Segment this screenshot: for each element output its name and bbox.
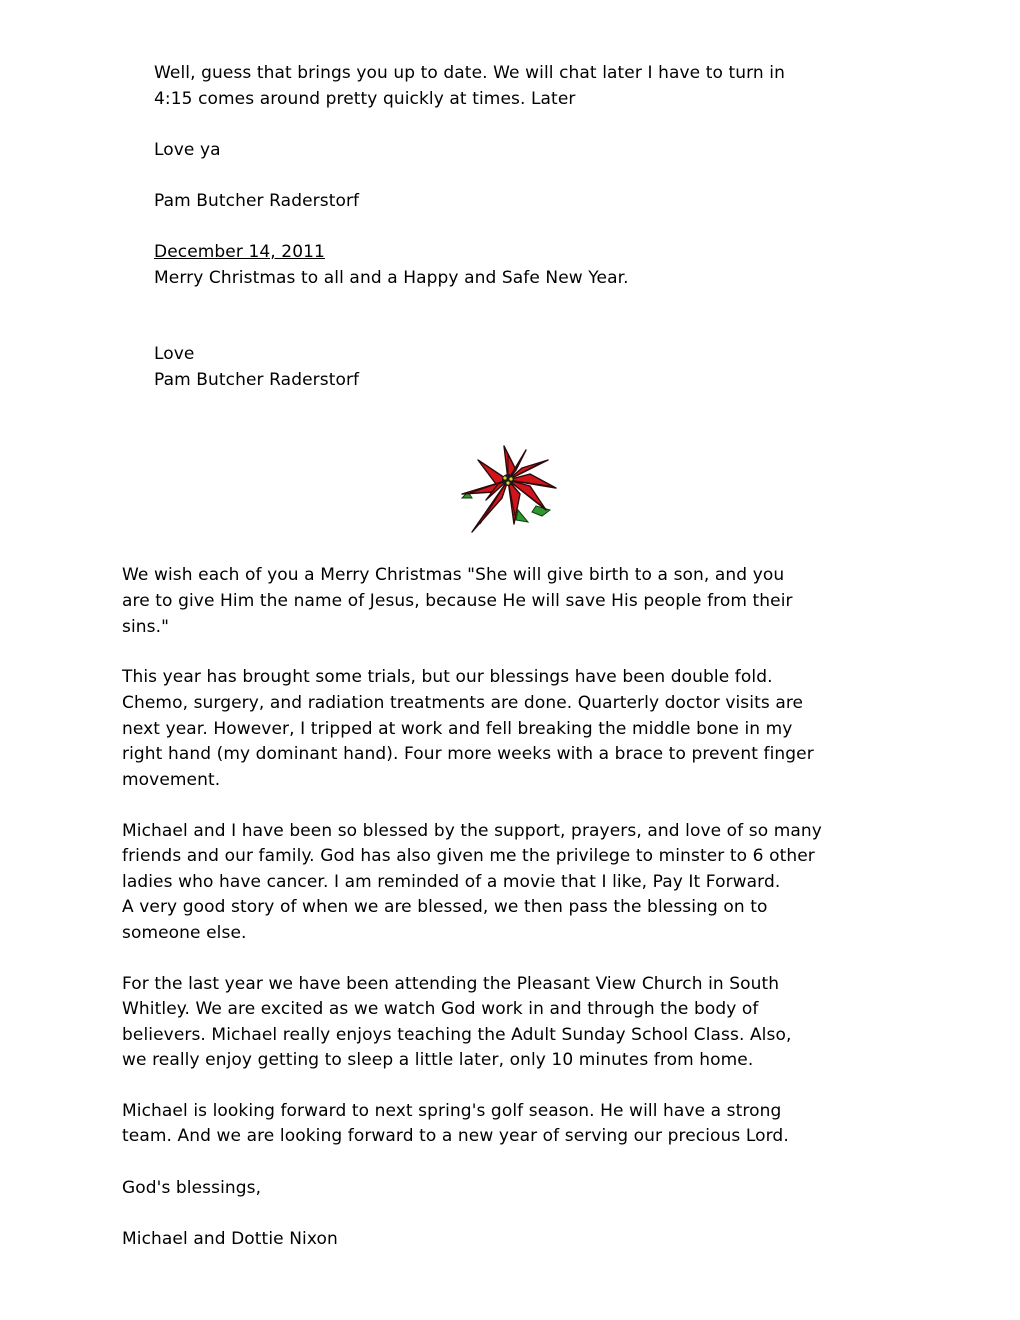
letter1-closing: Love ya bbox=[154, 140, 221, 160]
letter3-para4-line1: For the last year we have been attending the Pleasant View Church in South bbox=[122, 974, 780, 994]
letter3-para5-line2: team. And we are looking forward to a new year of serving our precious Lord. bbox=[122, 1126, 789, 1146]
letter3-para2-line1: This year has brought some trials, but our blessings have been double fold. bbox=[122, 667, 773, 687]
letter2-message: Merry Christmas to all and a Happy and Safe New Year. bbox=[154, 268, 629, 288]
letter3-para3-line4: A very good story of when we are blessed, we then pass the blessing on to bbox=[122, 897, 768, 917]
letter1-signature: Pam Butcher Raderstorf bbox=[154, 191, 360, 211]
poinsettia-petals bbox=[462, 446, 556, 532]
letter1-para1-line2: 4:15 comes around pretty quickly at times. Later bbox=[154, 89, 576, 109]
letter3-para3-line3: ladies who have cancer. I am reminded of a movie that I like, Pay It Forward. bbox=[122, 872, 781, 892]
letter3-para1-line3: sins." bbox=[122, 617, 170, 637]
letter2-closing: Love bbox=[154, 344, 195, 364]
letter3-para4-line2: Whitley. We are excited as we watch God work in and through the body of bbox=[122, 999, 759, 1019]
letter1-para1-line1: Well, guess that brings you up to date. We will chat later I have to turn in bbox=[154, 63, 785, 83]
letter3-para3-line2: friends and our family. God has also given me the privilege to minster to 6 other bbox=[122, 846, 815, 866]
letter2-signature: Pam Butcher Raderstorf bbox=[154, 370, 360, 390]
letter3-para4-line3: believers. Michael really enjoys teaching the Adult Sunday School Class. Also, bbox=[122, 1025, 792, 1045]
letter3-para2-line3: next year. However, I tripped at work and fell breaking the middle bone in my bbox=[122, 719, 793, 739]
letter3-para3-line5: someone else. bbox=[122, 923, 247, 943]
letter3-signature: Michael and Dottie Nixon bbox=[122, 1229, 338, 1249]
letter3-para5-line1: Michael is looking forward to next spring's golf season. He will have a strong bbox=[122, 1101, 782, 1121]
letter3-para1-line1: We wish each of you a Merry Christmas "She will give birth to a son, and you bbox=[122, 565, 785, 585]
letter3-para2-line2: Chemo, surgery, and radiation treatments are done. Quarterly doctor visits are bbox=[122, 693, 804, 713]
letter3-para4-line4: we really enjoy getting to sleep a little later, only 10 minutes from home. bbox=[122, 1050, 754, 1070]
letter3-para1-line2: are to give Him the name of Jesus, because He will save His people from their bbox=[122, 591, 793, 611]
letter3-closing: God's blessings, bbox=[122, 1178, 262, 1198]
letter3-para2-line5: movement. bbox=[122, 770, 221, 790]
poinsettia-icon bbox=[458, 440, 560, 536]
letter3-para2-line4: right hand (my dominant hand). Four more weeks with a brace to prevent finger bbox=[122, 744, 814, 764]
letter3-para3-line1: Michael and I have been so blessed by the support, prayers, and love of so many bbox=[122, 821, 822, 841]
letter2-date: December 14, 2011 bbox=[154, 242, 325, 262]
